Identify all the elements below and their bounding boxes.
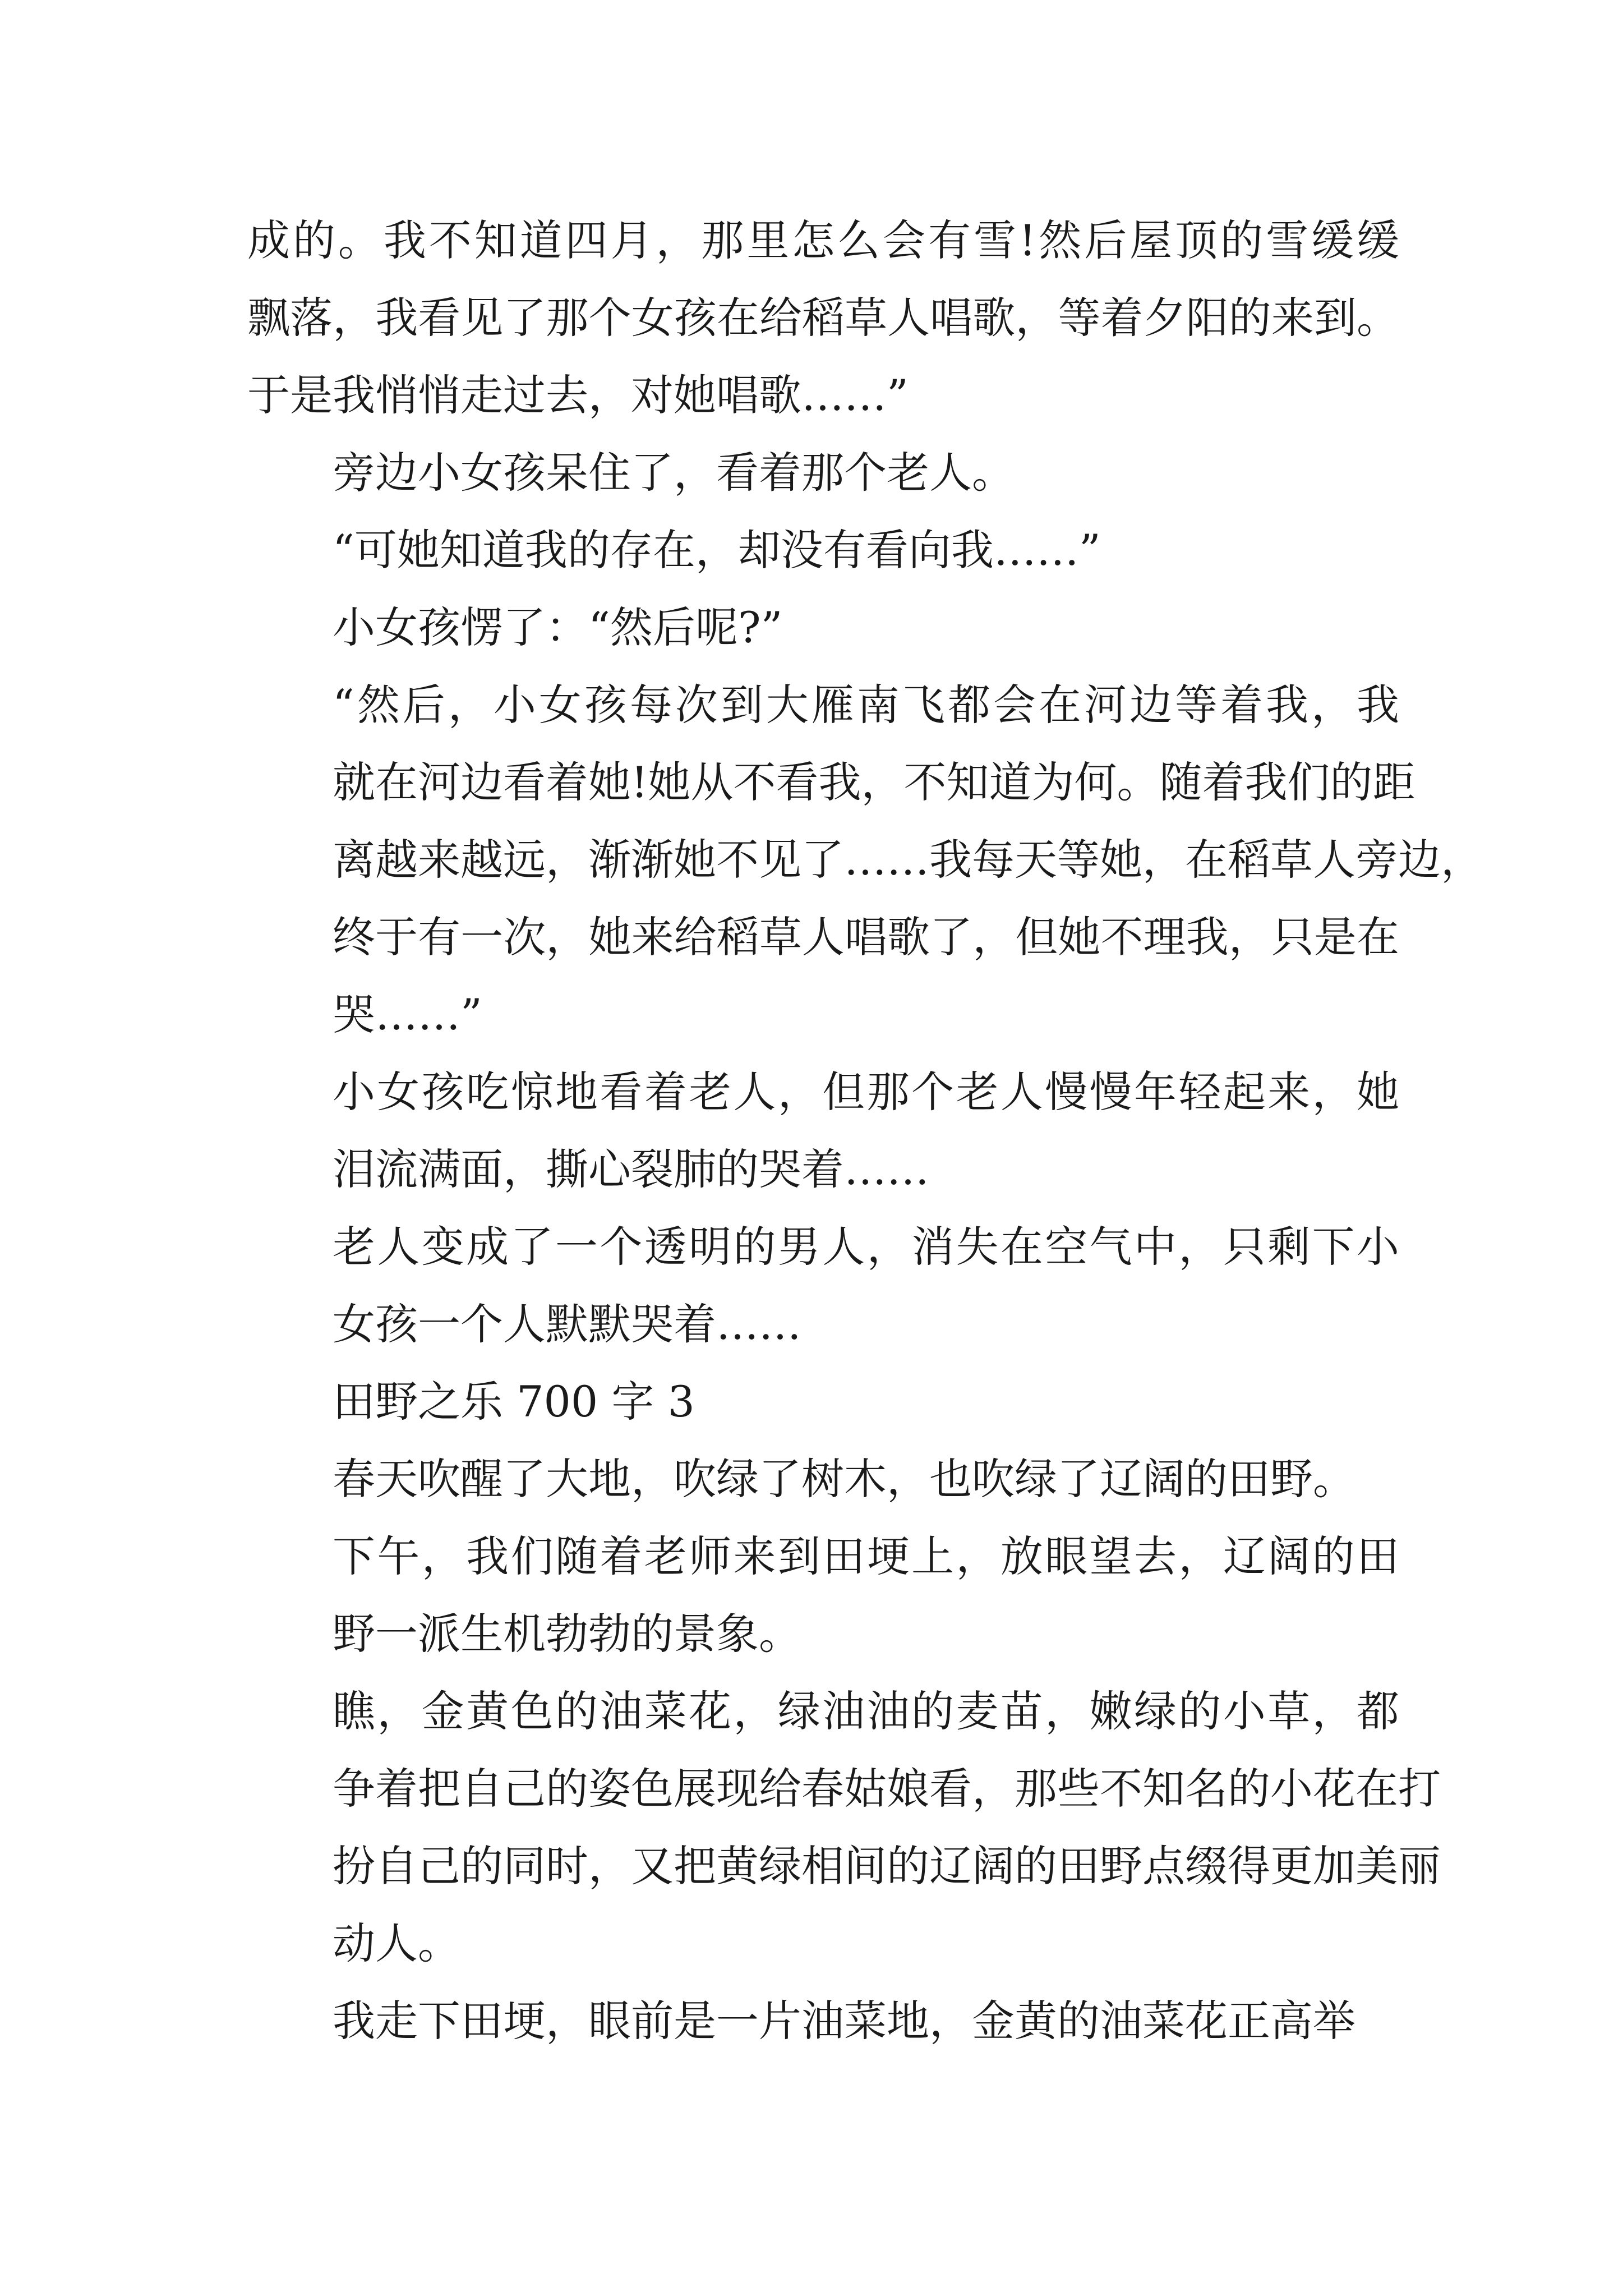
paragraph [247, 1673, 1441, 1982]
text-line: 小女孩愣了：“然后呢?” [333, 602, 783, 652]
paragraph [247, 589, 1399, 666]
text-line: 老人变成了一个透明的男人，消失在空气中，只剩下小 [333, 1222, 1399, 1272]
paragraph [247, 512, 1399, 589]
text-line: 于是我悄悄走过去，对她唱歌……” [247, 370, 909, 420]
text-line: “然后，小女孩每次到大雁南飞都会在河边等着我，我 [333, 680, 1399, 730]
text-line: 就在河边看着她!她从不看我，不知道为何。随着我们的距 [333, 757, 1415, 807]
paragraph [247, 434, 1399, 512]
text-line: 女孩一个人默默哭着…… [333, 1299, 801, 1349]
text-line: 瞧，金黄色的油菜花，绿油油的麦苗，嫩绿的小草，都 [333, 1686, 1399, 1736]
paragraph [247, 666, 1483, 1053]
text-line: 争着把自己的姿色展现给春姑娘看，那些不知名的小花在打 [333, 1764, 1441, 1814]
text-line: 小女孩吃惊地看着老人，但那个老人慢慢年轻起来，她 [333, 1067, 1399, 1117]
section-heading [247, 1363, 1399, 1441]
text-line: 春天吹醒了大地，吹绿了树木，也吹绿了辽阔的田野。 [333, 1454, 1355, 1504]
text-line: 离越来越远，渐渐她不见了……我每天等她，在稻草人旁边， [333, 835, 1483, 885]
paragraph [247, 1053, 1399, 1208]
text-line: 哭……” [333, 990, 482, 1039]
text-line: 我走下田埂，眼前是一片油菜地，金黄的油菜花正高举 [333, 1996, 1355, 2046]
text-line: 终于有一次，她来给稻草人唱歌了，但她不理我，只是在 [333, 912, 1399, 962]
text-line: 野一派生机勃勃的景象。 [333, 1609, 801, 1659]
text-line: 泪流满面，撕心裂肺的哭着…… [333, 1144, 929, 1194]
text-line: 成的。我不知道四月，那里怎么会有雪!然后屋顶的雪缓缓 [247, 215, 1399, 265]
text-line: 扮自己的同时，又把黄绿相间的辽阔的田野点缀得更加美丽 [333, 1841, 1441, 1891]
paragraph [247, 1518, 1399, 1673]
paragraph [247, 1208, 1399, 1363]
text-line: 动人。 [333, 1918, 460, 1968]
text-line: 旁边小女孩呆住了，看着那个老人。 [333, 448, 1015, 498]
text-line: “可她知道我的存在，却没有看向我……” [333, 525, 1101, 575]
text-line: 下午，我们随着老师来到田埂上，放眼望去，辽阔的田 [333, 1531, 1399, 1581]
text-line: 飘落，我看见了那个女孩在给稻草人唱歌，等着夕阳的来到。 [247, 293, 1399, 343]
paragraph [247, 202, 1399, 434]
article-body [247, 202, 1483, 2060]
paragraph [247, 1441, 1399, 1518]
paragraph [247, 1982, 1399, 2060]
text-line: 田野之乐 700 字 3 [333, 1377, 695, 1427]
